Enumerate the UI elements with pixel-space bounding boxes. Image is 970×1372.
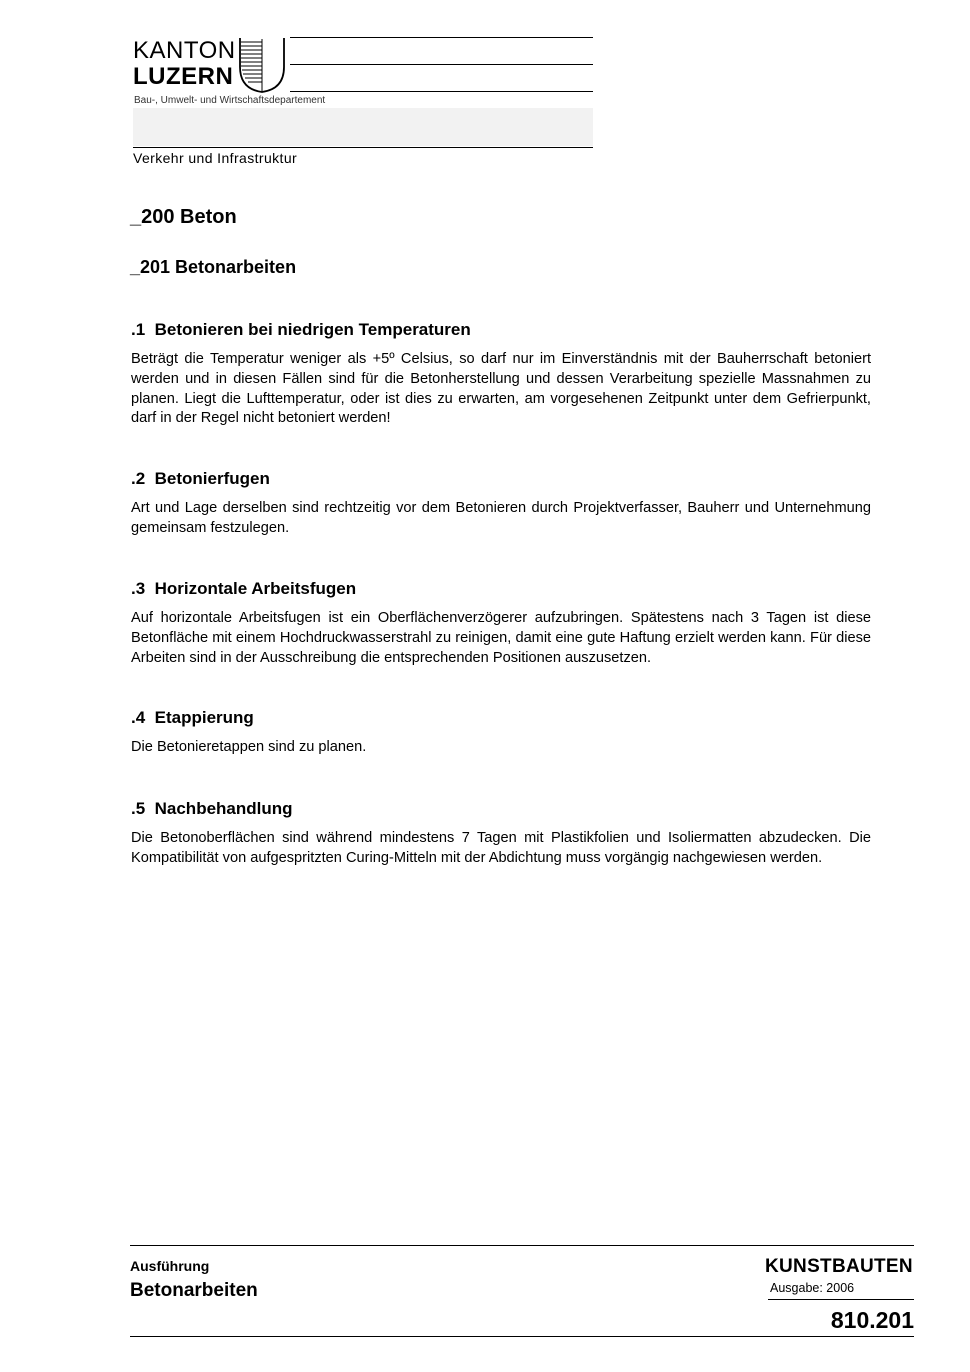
section-title: .4 Etappierung	[131, 708, 254, 727]
section-text: Art und Lage derselben sind rechtzeitig vor dem Betonieren durch Projektverfasser, Bauherr und Unternehmung gemeinsam festzulegen.	[131, 500, 871, 536]
section-title: .5 Nachbehandlung	[131, 799, 293, 818]
header-rule-3	[290, 91, 593, 92]
header-rule-1	[290, 37, 593, 38]
section-text: Auf horizontale Arbeitsfugen ist ein Oberflächenverzögerer aufzubringen. Spätestens nach 3 Tagen ist diese Betonfläche mit einem Hochdruckwasserstrahl zu reinigen, damit eine gute Haftung erzielt werden kann. Für diese Arbeiten sind in der Ausschreibung die entsprechenden Positionen auszusetzen.	[131, 610, 871, 666]
header-rule-bottom	[133, 147, 593, 148]
section-curing	[131, 799, 871, 869]
footer-edition: Ausgabe: 2006	[770, 1281, 855, 1295]
footer-category: KUNSTBAUTEN	[765, 1256, 913, 1277]
section-staging	[131, 708, 871, 758]
section-low-temperature	[131, 320, 871, 429]
header-rule-2	[290, 64, 593, 65]
department-name: Bau-, Umwelt- und Wirtschaftsdepartement	[134, 95, 326, 106]
section-text: Die Betonoberflächen sind während mindestens 7 Tagen mit Plastikfolien und Isoliermatten abzudecken. Die Kompatibilität von aufgespritzten Curing-Mitteln mit der Abdichtung muss vorgängig nachgewiesen werden.	[131, 830, 871, 866]
heading-main: _200 Beton	[130, 206, 237, 228]
sub-department: Verkehr und Infrastruktur	[133, 150, 298, 166]
section-title: .2 Betonierfugen	[131, 469, 270, 488]
section-title: .3 Horizontale Arbeitsfugen	[131, 579, 357, 598]
section-title: .1 Betonieren bei niedrigen Temperaturen	[131, 320, 471, 339]
footer-rule-edition	[768, 1299, 914, 1300]
heading-sub: _201 Betonarbeiten	[130, 257, 297, 277]
footer-doc-number: 810.201	[830, 1307, 914, 1333]
footer-rule-bottom	[130, 1336, 914, 1337]
header-band	[133, 108, 593, 146]
footer-label-big: Betonarbeiten	[130, 1280, 258, 1301]
footer-rule-top	[130, 1245, 914, 1246]
section-joints	[131, 469, 871, 539]
section-text: Die Betonieretappen sind zu planen.	[131, 739, 367, 755]
section-horizontal-joints	[131, 579, 871, 668]
coat-of-arms-icon	[238, 37, 286, 98]
footer-label-small: Ausführung	[130, 1258, 210, 1274]
section-text: Beträgt die Temperatur weniger als +5º Celsius, so darf nur im Einverständnis mit der Bauherrschaft betoniert werden und in diesen Fällen sind für die Betonherstellung und dessen Verarbeitung spezielle Massnahmen zu planen. Liegt die Lufttemperatur, oder ist dies zu erwarten, am vorgesehenen Zeitpunkt unter dem Gefrierpunkt, darf in der Regel nicht betoniert werden!	[131, 351, 871, 427]
logo-kanton: KANTON	[133, 37, 236, 64]
logo-luzern: LUZERN	[133, 63, 234, 90]
